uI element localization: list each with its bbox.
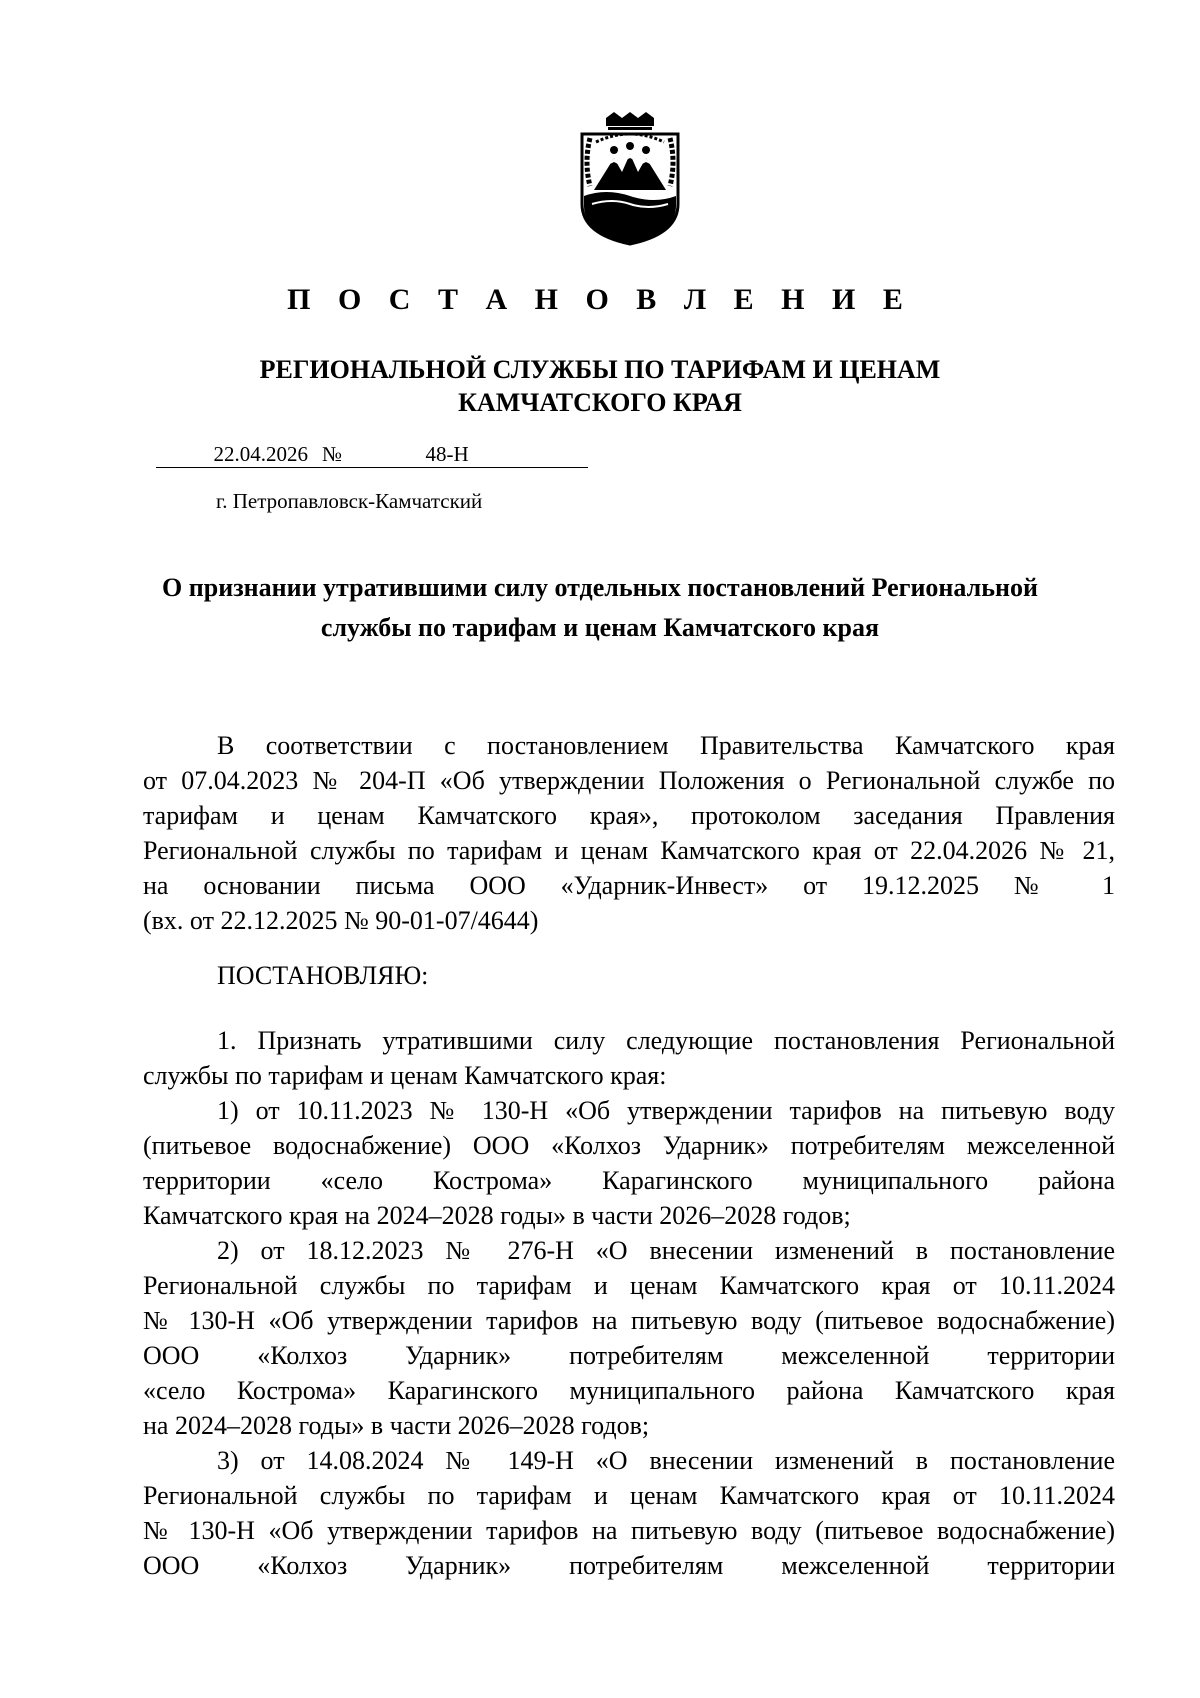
clause-line: службы по тарифам и ценам Камчатского края: (143, 1061, 667, 1090)
item-line: на 2024–2028 годы» в части 2026–2028 годов; (143, 1411, 650, 1440)
clause-item-1 (143, 1093, 1115, 1233)
item-line: № 130-Н «Об утверждении тарифов на питьевую воду (питьевое водоснабжение) (143, 1306, 1115, 1335)
item-line: Камчатского края на 2024–2028 годы» в части 2026–2028 годов; (143, 1201, 851, 1230)
item-line: «село Кострома» Карагинского муниципального района Камчатского края (143, 1376, 1115, 1405)
preamble-line: Региональной службы по тарифам и ценам Камчатского края от 22.04.2026 № 21, (143, 836, 1115, 865)
number-sign: № (322, 442, 343, 466)
preamble-line: (вх. от 22.12.2025 № 90-01-07/4644) (143, 906, 539, 935)
item-line: Региональной службы по тарифам и ценам Камчатского края от 10.11.2024 (143, 1271, 1115, 1300)
preamble-line: тарифам и ценам Камчатского края», протоколом заседания Правления (143, 801, 1115, 830)
city-line: г. Петропавловск-Камчатский (216, 489, 483, 513)
item-line: 2) от 18.12.2023 № 276-Н «О внесении изменений в постановление (217, 1236, 1115, 1265)
item-line: 3) от 14.08.2024 № 149-Н «О внесении изменений в постановление (217, 1446, 1115, 1475)
kamchatka-coat-of-arms-icon (576, 112, 684, 246)
clause-item-2 (143, 1233, 1115, 1443)
clause-item-3 (143, 1443, 1115, 1583)
authority-heading-line1: РЕГИОНАЛЬНОЙ СЛУЖБЫ ПО ТАРИФАМ И ЦЕНАМ (259, 355, 941, 384)
authority-heading-line2: КАМЧАТСКОГО КРАЯ (458, 388, 742, 417)
preamble-paragraph (143, 728, 1115, 938)
document-title-line2: службы по тарифам и ценам Камчатского края (320, 613, 880, 642)
item-line: территории «село Кострома» Карагинского муниципального района (143, 1166, 1115, 1195)
resolve-word-text: ПОСТАНОВЛЯЮ: (217, 961, 429, 990)
document-title-line1: О признании утратившими силу отдельных постановлений Региональной (162, 573, 1038, 602)
preamble-line: от 07.04.2023 № 204-П «Об утверждении Положения о Региональной службе по (143, 766, 1115, 795)
preamble-line: В соответствии с постановлением Правительства Камчатского края (217, 731, 1115, 760)
item-line: ООО «Колхоз Ударник» потребителям межселенной территории (143, 1551, 1115, 1580)
item-line: Региональной службы по тарифам и ценам Камчатского края от 10.11.2024 (143, 1481, 1115, 1510)
item-line: № 130-Н «Об утверждении тарифов на питьевую воду (питьевое водоснабжение) (143, 1516, 1115, 1545)
item-line: (питьевое водоснабжение) ООО «Колхоз Ударник» потребителям межселенной (143, 1131, 1115, 1160)
document-date: 22.04.2026 (156, 442, 322, 468)
clause-1 (143, 1023, 1115, 1093)
preamble-line: на основании письма ООО «Ударник-Инвест» от 19.12.2025 № 1 (143, 871, 1115, 900)
document-number: 48-Н (342, 442, 588, 468)
item-line: 1) от 10.11.2023 № 130-Н «Об утверждении тарифов на питьевую воду (217, 1096, 1115, 1125)
document-title (132, 568, 1068, 648)
item-line: ООО «Колхоз Ударник» потребителям межселенной территории (143, 1341, 1115, 1370)
resolve-word (143, 958, 1115, 993)
date-number-line (156, 442, 588, 468)
authority-heading (0, 353, 1200, 419)
clause-line: 1. Признать утратившими силу следующие постановления Региональной (217, 1026, 1115, 1055)
document-type-heading: П О С Т А Н О В Л Е Н И Е (287, 283, 913, 316)
